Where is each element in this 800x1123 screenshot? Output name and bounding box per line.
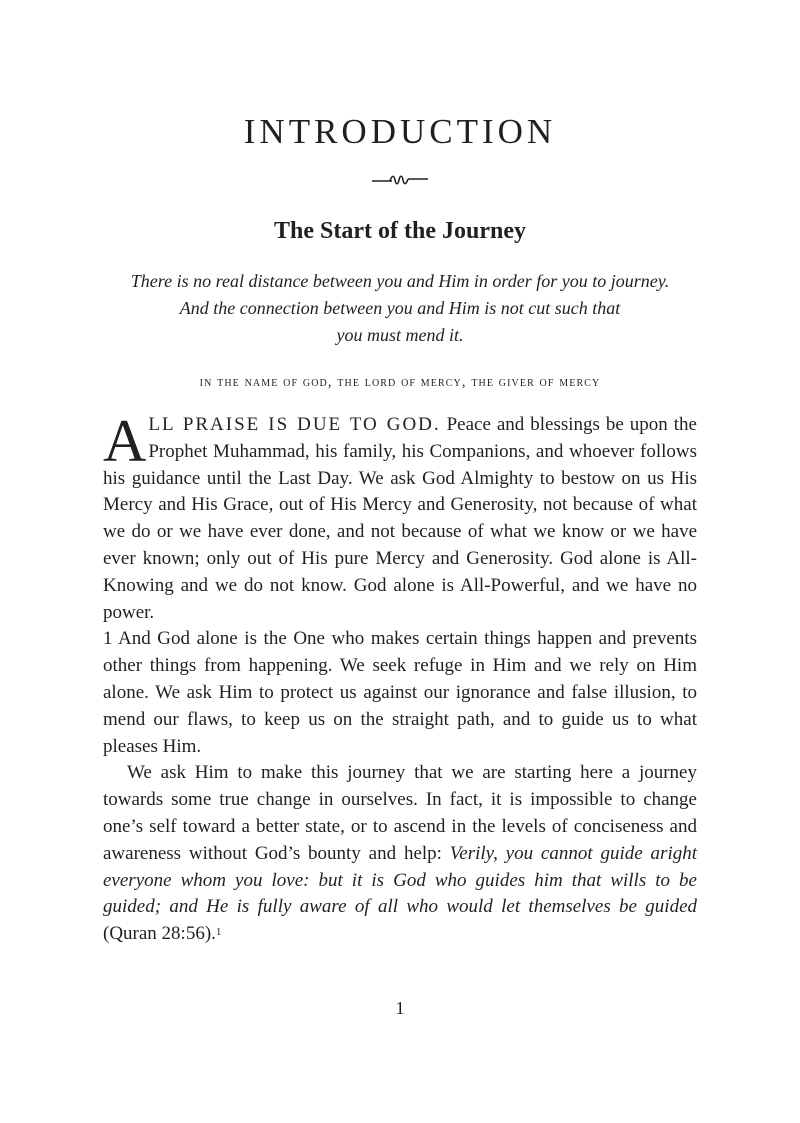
paragraph-3 <box>103 760 697 948</box>
lead-in-caps: LL PRAISE IS DUE TO GOD. <box>148 414 441 435</box>
paragraph-2: 1 And God alone is the One who makes certain things happen and prevents other things from happening. We seek refuge in Him and we rely on Him alone. We ask Him to protect us against our ignorance and false illusion, to mend our flaws, to keep us on the straight path, and to guide us to what pleases Him. <box>103 628 697 757</box>
epigraph-line: you must mend it. <box>336 325 464 345</box>
epigraph-line: And the connection between you and Him is not cut such that <box>179 298 621 318</box>
footnote-marker[interactable]: 1 <box>215 926 222 939</box>
verse-citation: (Quran 28:56). <box>103 923 216 945</box>
paragraph-3-text: We ask Him to make this journey that we are starting here a journey towards some true change in ourselves. In fact, it is impossible to change one’s self toward a better state, or to ascend in the levels of conciseness and awareness without God’s bounty and help: <box>103 762 697 864</box>
chapter-title: INTRODUCTION <box>243 112 557 151</box>
quran-verse: Verily, you cannot guide aright everyone whom you love: but it is God who guides him that wills to be guided; and He is fully aware of all who would let themselves be guided <box>103 842 697 918</box>
section-title: The Start of the Journey <box>274 218 526 244</box>
drop-cap: A <box>103 408 147 474</box>
ornament-divider-icon <box>370 172 430 188</box>
paragraph-1-text: Peace and blessings be upon the Prophet Muhammad, his family, his Companions, and whoever follows his guidance until the Last Day. We ask God Almighty to bestow on us His Mercy and His Grace, out of His Mercy and Generosity, not because of what we do or we have ever done, and not because of what we know or we have ever known; only out of His pure Mercy and Generosity. God alone is All-Knowing and we do not know. God alone is All-Powerful, and we have no power. <box>103 414 697 623</box>
paragraph-1 <box>103 408 697 626</box>
epigraph-line: There is no real distance between you and Him in order for you to journey. <box>130 271 670 291</box>
page-number: 1 <box>395 998 405 1018</box>
epigraph <box>100 268 700 349</box>
body-text <box>103 408 697 948</box>
basmala-heading: in the name of god, the lord of mercy, the giver of mercy <box>199 374 601 390</box>
